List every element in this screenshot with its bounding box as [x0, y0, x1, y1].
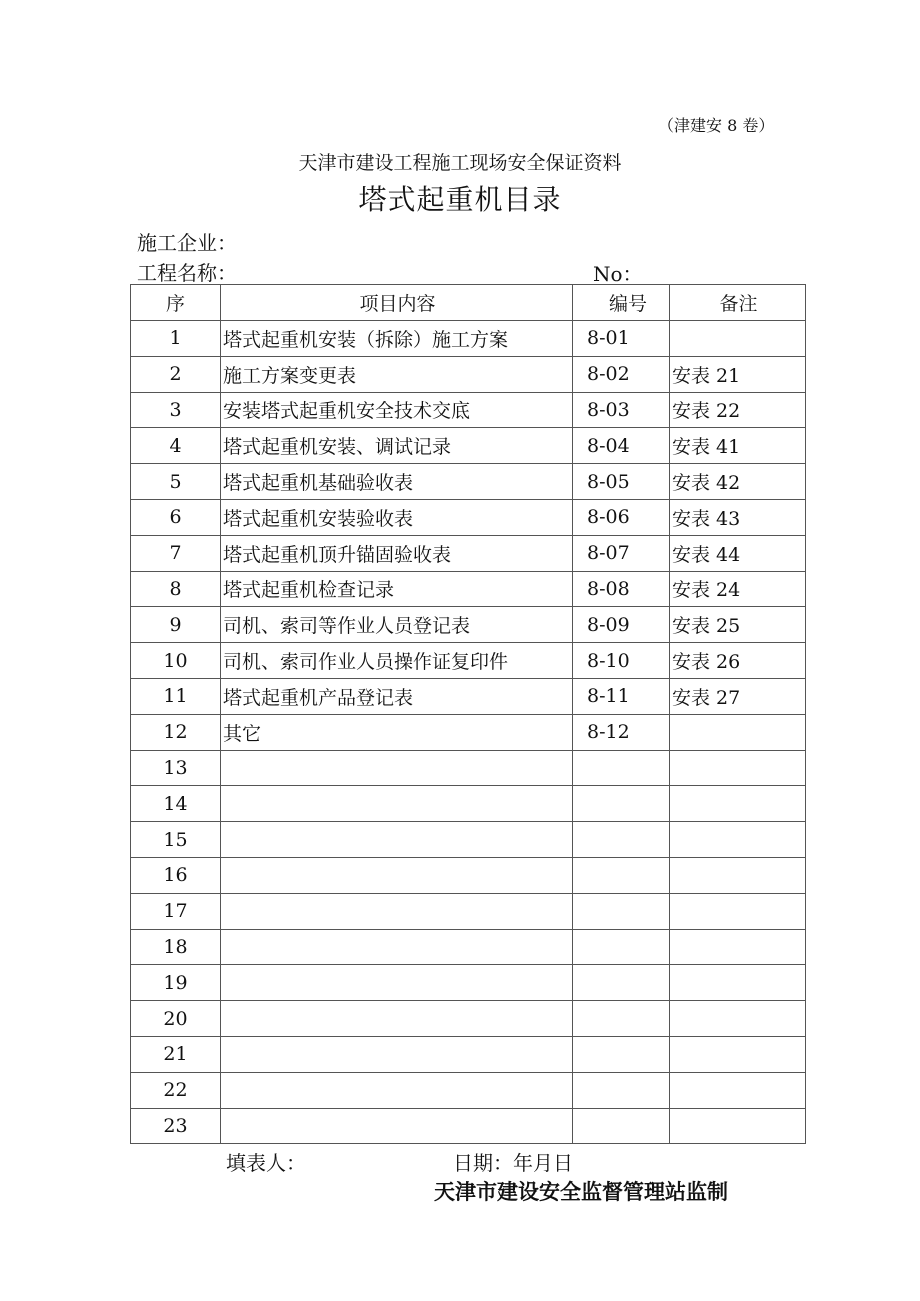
row-sequence: 5 [131, 464, 221, 500]
row-item-content: 塔式起重机安装（拆除）施工方案 [221, 321, 573, 357]
document-number-label: No： [593, 262, 643, 286]
row-remarks: 安表 43 [670, 499, 806, 535]
row-code: 8-02 [573, 356, 670, 392]
row-item-content: 塔式起重机安装验收表 [221, 499, 573, 535]
table-row [131, 464, 806, 500]
row-remarks [670, 786, 806, 822]
date-label: 日期：年月日 [453, 1151, 573, 1175]
row-code: 8-07 [573, 535, 670, 571]
table-row [131, 1072, 806, 1108]
row-sequence: 6 [131, 499, 221, 535]
table-row [131, 786, 806, 822]
row-sequence: 7 [131, 535, 221, 571]
row-sequence: 19 [131, 965, 221, 1001]
series-label: （津建安 8 卷） [658, 116, 775, 135]
row-code: 8-11 [573, 678, 670, 714]
row-code: 8-08 [573, 571, 670, 607]
row-item-content [221, 965, 573, 1001]
table-row [131, 1001, 806, 1037]
row-remarks [670, 965, 806, 1001]
row-remarks [670, 750, 806, 786]
table-row [131, 499, 806, 535]
row-remarks: 安表 24 [670, 571, 806, 607]
row-code: 8-05 [573, 464, 670, 500]
issuer-label: 天津市建设安全监督管理站监制 [434, 1180, 728, 1204]
row-remarks: 安表 42 [670, 464, 806, 500]
row-code [573, 786, 670, 822]
table-row [131, 678, 806, 714]
row-sequence: 3 [131, 392, 221, 428]
row-remarks [670, 857, 806, 893]
row-sequence: 23 [131, 1108, 221, 1144]
row-remarks: 安表 25 [670, 607, 806, 643]
row-item-content: 塔式起重机检查记录 [221, 571, 573, 607]
row-sequence: 9 [131, 607, 221, 643]
row-sequence: 8 [131, 571, 221, 607]
row-remarks: 安表 41 [670, 428, 806, 464]
table-row [131, 929, 806, 965]
row-item-content: 司机、索司作业人员操作证复印件 [221, 643, 573, 679]
row-code [573, 857, 670, 893]
row-code [573, 822, 670, 858]
row-sequence: 14 [131, 786, 221, 822]
row-sequence: 4 [131, 428, 221, 464]
row-item-content [221, 929, 573, 965]
company-label: 施工企业： [137, 231, 237, 255]
row-remarks [670, 321, 806, 357]
table-row [131, 714, 806, 750]
table-row [131, 321, 806, 357]
row-remarks: 安表 22 [670, 392, 806, 428]
row-item-content [221, 750, 573, 786]
document-subtitle: 天津市建设工程施工现场安全保证资料 [298, 152, 622, 174]
row-sequence: 12 [131, 714, 221, 750]
row-remarks [670, 893, 806, 929]
project-name-label: 工程名称： [137, 261, 237, 285]
row-sequence: 18 [131, 929, 221, 965]
table-row [131, 1108, 806, 1144]
row-code [573, 893, 670, 929]
row-sequence: 10 [131, 643, 221, 679]
catalog-table [130, 284, 806, 1144]
row-code [573, 1108, 670, 1144]
row-item-content: 其它 [221, 714, 573, 750]
row-remarks [670, 1001, 806, 1037]
row-item-content [221, 1036, 573, 1072]
row-remarks [670, 1072, 806, 1108]
row-code [573, 1036, 670, 1072]
table-row [131, 965, 806, 1001]
row-item-content: 塔式起重机安装、调试记录 [221, 428, 573, 464]
row-code: 8-03 [573, 392, 670, 428]
header-sequence: 序 [131, 285, 221, 321]
row-item-content [221, 1072, 573, 1108]
row-item-content: 安装塔式起重机安全技术交底 [221, 392, 573, 428]
row-remarks [670, 1036, 806, 1072]
row-sequence: 17 [131, 893, 221, 929]
row-code: 8-09 [573, 607, 670, 643]
row-sequence: 11 [131, 678, 221, 714]
row-sequence: 22 [131, 1072, 221, 1108]
table-row [131, 750, 806, 786]
row-code [573, 929, 670, 965]
row-remarks: 安表 26 [670, 643, 806, 679]
row-item-content: 司机、索司等作业人员登记表 [221, 607, 573, 643]
row-code: 8-10 [573, 643, 670, 679]
row-item-content [221, 1001, 573, 1037]
row-item-content: 塔式起重机产品登记表 [221, 678, 573, 714]
filler-label: 填表人： [226, 1151, 306, 1175]
document-title: 塔式起重机目录 [358, 183, 562, 216]
table-row [131, 857, 806, 893]
header-remarks: 备注 [670, 285, 806, 321]
row-item-content: 塔式起重机基础验收表 [221, 464, 573, 500]
table-header-row [131, 285, 806, 321]
table-row [131, 392, 806, 428]
table-row [131, 1036, 806, 1072]
table-row [131, 607, 806, 643]
table-row [131, 893, 806, 929]
header-item-content: 项目内容 [221, 285, 573, 321]
row-sequence: 15 [131, 822, 221, 858]
row-remarks: 安表 21 [670, 356, 806, 392]
row-code: 8-04 [573, 428, 670, 464]
row-sequence: 1 [131, 321, 221, 357]
header-code: 编号 [573, 285, 670, 321]
row-item-content [221, 1108, 573, 1144]
table-row [131, 822, 806, 858]
catalog-table-body [131, 321, 806, 1144]
row-code: 8-12 [573, 714, 670, 750]
table-row [131, 535, 806, 571]
row-code [573, 750, 670, 786]
row-remarks [670, 822, 806, 858]
row-code [573, 1001, 670, 1037]
row-sequence: 13 [131, 750, 221, 786]
row-sequence: 21 [131, 1036, 221, 1072]
table-row [131, 356, 806, 392]
table-row [131, 571, 806, 607]
row-sequence: 16 [131, 857, 221, 893]
row-remarks [670, 714, 806, 750]
row-item-content: 施工方案变更表 [221, 356, 573, 392]
row-sequence: 20 [131, 1001, 221, 1037]
table-row [131, 643, 806, 679]
row-code [573, 1072, 670, 1108]
row-code: 8-06 [573, 499, 670, 535]
row-code: 8-01 [573, 321, 670, 357]
row-item-content [221, 786, 573, 822]
row-code [573, 965, 670, 1001]
table-row [131, 428, 806, 464]
row-sequence: 2 [131, 356, 221, 392]
row-remarks: 安表 44 [670, 535, 806, 571]
row-remarks: 安表 27 [670, 678, 806, 714]
row-remarks [670, 1108, 806, 1144]
row-item-content [221, 893, 573, 929]
row-item-content [221, 822, 573, 858]
row-item-content: 塔式起重机顶升锚固验收表 [221, 535, 573, 571]
row-remarks [670, 929, 806, 965]
row-item-content [221, 857, 573, 893]
